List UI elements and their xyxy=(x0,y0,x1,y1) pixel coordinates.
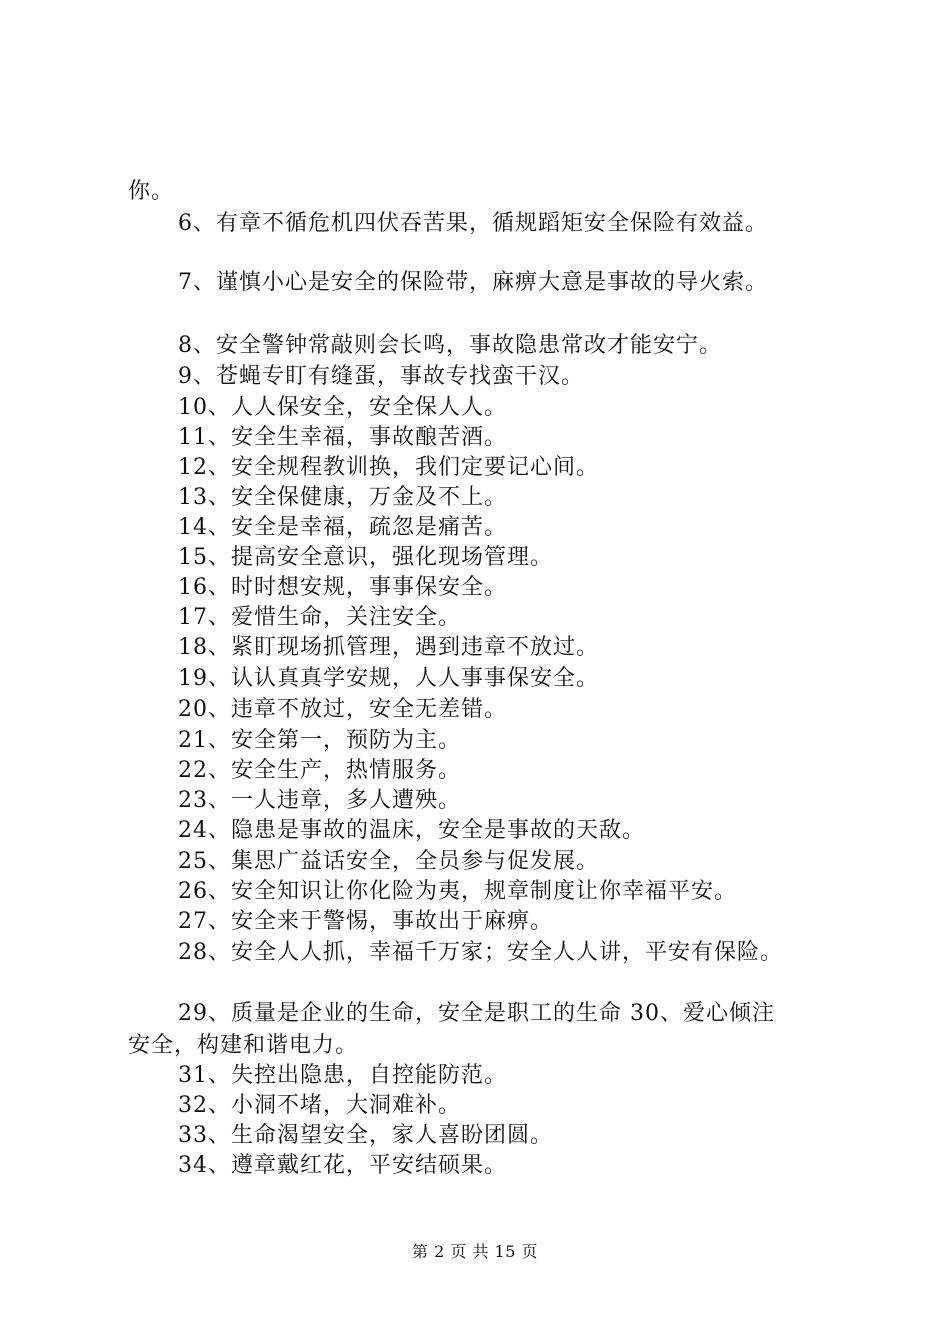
text-line: 29、质量是企业的生命，安全是职工的生命 30、爱心倾注 xyxy=(178,1001,775,1026)
text-line: 16、时时想安规，事事保安全。 xyxy=(178,575,507,600)
text-line: 安全，构建和谐电力。 xyxy=(128,1033,359,1058)
text-line: 31、失控出隐患，自控能防范。 xyxy=(178,1063,507,1088)
text-line: 34、遵章戴红花，平安结硕果。 xyxy=(178,1153,507,1178)
text-line: 26、安全知识让你化险为夷，规章制度让你幸福平安。 xyxy=(178,879,737,904)
text-line: 27、安全来于警惕，事故出于麻痹。 xyxy=(178,909,553,934)
text-line: 14、安全是幸福，疏忽是痛苦。 xyxy=(178,515,507,540)
text-line: 17、爱惜生命，关注安全。 xyxy=(178,605,461,630)
text-line: 你。 xyxy=(128,179,175,204)
text-line: 10、人人保安全，安全保人人。 xyxy=(178,395,507,420)
text-line: 8、安全警钟常敲则会长鸣，事故隐患常改才能安宁。 xyxy=(178,333,722,358)
text-line: 12、安全规程教训换，我们定要记心间。 xyxy=(178,455,599,480)
text-line: 23、一人违章，多人遭殃。 xyxy=(178,788,461,813)
text-line: 22、安全生产，热情服务。 xyxy=(178,758,461,783)
text-line: 18、紧盯现场抓管理，遇到违章不放过。 xyxy=(178,635,599,660)
text-line: 32、小洞不堵，大洞难补。 xyxy=(178,1093,461,1118)
page-footer xyxy=(0,1241,950,1263)
text-line: 15、提高安全意识，强化现场管理。 xyxy=(178,545,553,570)
text-line: 9、苍蝇专盯有缝蛋，事故专找蛮干汉。 xyxy=(178,364,584,389)
text-line: 21、安全第一，预防为主。 xyxy=(178,728,461,753)
text-line: 11、安全生幸福，事故酿苦酒。 xyxy=(178,425,507,450)
text-line: 28、安全人人抓，幸福千万家；安全人人讲，平安有保险。 xyxy=(178,940,783,965)
text-line: 20、违章不放过，安全无差错。 xyxy=(178,697,507,722)
text-line: 7、谨慎小心是安全的保险带，麻痹大意是事故的导火索。 xyxy=(178,270,768,295)
text-line: 13、安全保健康，万金及不上。 xyxy=(178,485,507,510)
text-line: 33、生命渴望安全，家人喜盼团圆。 xyxy=(178,1123,553,1148)
text-line: 6、有章不循危机四伏吞苦果，循规蹈矩安全保险有效益。 xyxy=(178,211,768,236)
page-number: 第 2 页 共 15 页 xyxy=(412,1242,538,1261)
text-line: 19、认认真真学安规，人人事事保安全。 xyxy=(178,666,599,691)
text-line: 25、集思广益话安全，全员参与促发展。 xyxy=(178,849,599,874)
text-line: 24、隐患是事故的温床，安全是事故的天敌。 xyxy=(178,818,645,843)
